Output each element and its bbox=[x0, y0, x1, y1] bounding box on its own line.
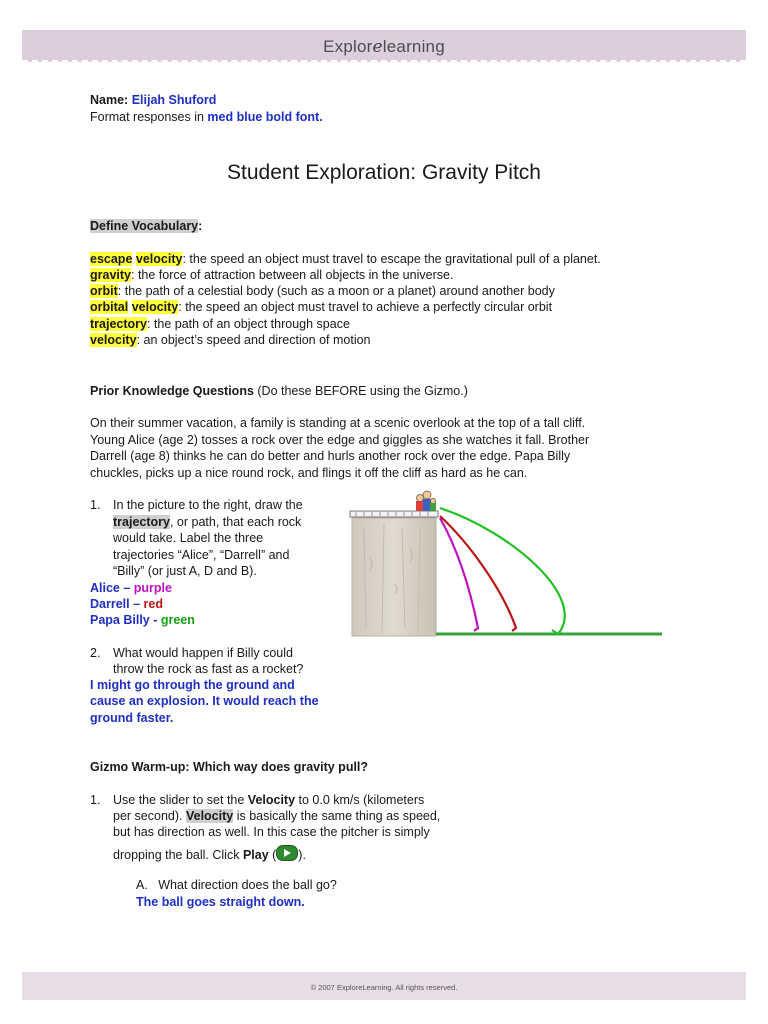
page-title: Student Exploration: Gravity Pitch bbox=[227, 161, 541, 184]
question-text: would take. Label the three bbox=[113, 531, 264, 545]
answer-text: cause an explosion. It would reach the bbox=[90, 694, 319, 708]
question-text: dropping the ball. Click Play ( ). bbox=[113, 845, 306, 863]
vocabulary-heading: Define Vocabulary: bbox=[90, 219, 203, 233]
question-text: Use the slider to set the Velocity to 0.0 km/s (kilometers bbox=[113, 793, 425, 807]
sub-answer: The ball goes straight down. bbox=[136, 895, 305, 909]
question-text: “Billy” (or just A, D and B). bbox=[113, 564, 257, 578]
question-text: per second). Velocity is basically the same thing as speed, bbox=[113, 809, 441, 823]
question-text: trajectories “Alice”, “Darrell” and bbox=[113, 548, 290, 562]
cliff-rock-icon bbox=[350, 511, 438, 636]
scenario-paragraph-line: chuckles, picks up a nice round rock, and flings it off the cliff as hard as he can. bbox=[90, 466, 528, 480]
question-text: but has direction as well. In this case the pitcher is simply bbox=[113, 825, 430, 839]
question-text: throw the rock as fast as a rocket? bbox=[113, 662, 304, 676]
page-footer bbox=[22, 972, 746, 1000]
vocab-item: trajectory: the path of an object through space bbox=[90, 317, 350, 331]
vocab-item: gravity: the force of attraction between all objects in the universe. bbox=[90, 268, 454, 282]
prior-knowledge-heading: Prior Knowledge Questions (Do these BEFORE using the Gizmo.) bbox=[90, 384, 468, 398]
vocab-item: orbit: the path of a celestial body (such as a moon or a planet) around another body bbox=[90, 284, 555, 298]
vocab-item: escape velocity: the speed an object must travel to escape the gravitational pull of a planet. bbox=[90, 252, 601, 266]
copyright-text: © 2007 ExploreLearning. All rights reserved. bbox=[310, 983, 458, 992]
answer-alice: Alice – purple bbox=[90, 581, 172, 595]
sub-question: A. What direction does the ball go? bbox=[136, 878, 337, 892]
student-name: Elijah Shuford bbox=[131, 93, 217, 107]
answer-text: ground faster. bbox=[90, 711, 174, 725]
page-header bbox=[22, 30, 746, 62]
scenario-paragraph-line: On their summer vacation, a family is standing at a scenic overlook at the top of a tall cliff. bbox=[90, 416, 586, 430]
darrell-trajectory bbox=[440, 516, 516, 631]
billy-trajectory bbox=[440, 508, 565, 634]
question-number: 1. bbox=[90, 793, 101, 807]
brand-logo: Explorelearning bbox=[323, 37, 445, 57]
cliff-trajectory-figure bbox=[340, 488, 670, 644]
answer-darrell: Darrell – red bbox=[90, 597, 163, 611]
question-text: What would happen if Billy could bbox=[113, 646, 293, 660]
name-line: Name: Elijah Shuford bbox=[90, 93, 217, 107]
family-figures-icon bbox=[416, 491, 436, 511]
question-text: In the picture to the right, draw the bbox=[113, 498, 303, 512]
warmup-heading: Gizmo Warm-up: Which way does gravity pull? bbox=[90, 760, 369, 774]
question-number: 2. bbox=[90, 646, 101, 660]
answer-billy: Papa Billy - green bbox=[90, 613, 195, 627]
play-button-icon bbox=[276, 845, 298, 861]
scenario-paragraph-line: Young Alice (age 2) tosses a rock over the edge and giggles as she watches it fall. Brother bbox=[90, 433, 590, 447]
question-text: trajectory, or path, that each rock bbox=[113, 515, 302, 529]
answer-text: I might go through the ground and bbox=[90, 678, 295, 692]
question-number: 1. bbox=[90, 498, 101, 512]
vocab-item: orbital velocity: the speed an object must travel to achieve a perfectly circular orbit bbox=[90, 300, 553, 314]
format-instruction: Format responses in med blue bold font. bbox=[90, 110, 323, 124]
scenario-paragraph-line: Darrell (age 8) thinks he can do better and hurls another rock over the edge. Papa Billy bbox=[90, 449, 571, 463]
vocab-item: velocity: an object’s speed and direction of motion bbox=[90, 333, 371, 347]
